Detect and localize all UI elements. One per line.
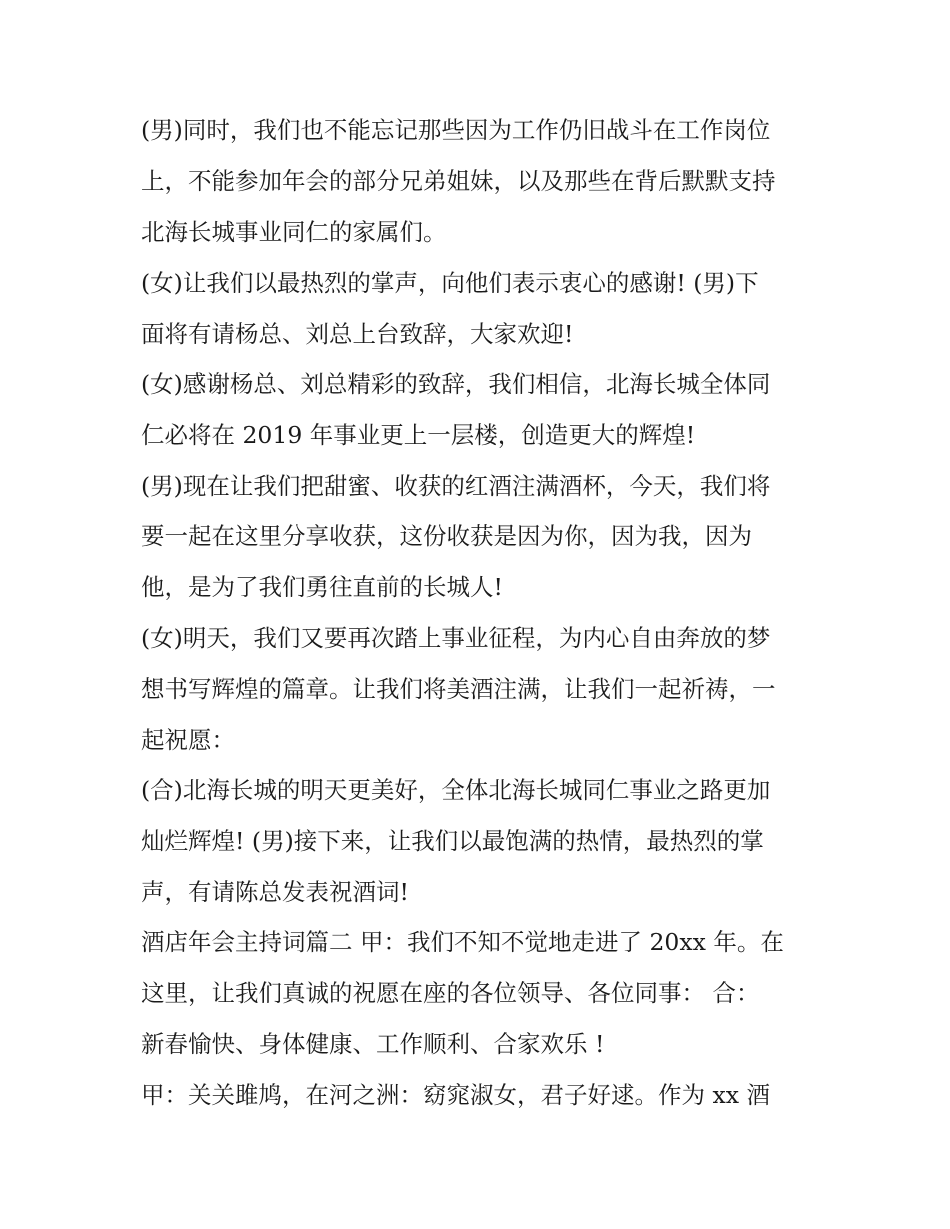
text-line: 想书写辉煌的篇章。让我们将美酒注满，让我们一起祈祷，一 — [141, 675, 776, 703]
text-line: 甲：关关雎鸠，在河之洲：窈窕淑女，君子好逑。作为 xx 酒 — [141, 1081, 770, 1109]
text-line: 上，不能参加年会的部分兄弟姐妹，以及那些在背后默默支持 — [141, 167, 776, 195]
text-line: 仁必将在 2019 年事业更上一层楼，创造更大的辉煌! — [141, 421, 696, 449]
text-line: 声，有请陈总发表祝酒词! — [141, 878, 409, 906]
text-line: (女)让我们以最热烈的掌声，向他们表示衷心的感谢! (男)下 — [141, 269, 759, 297]
text-line: 灿烂辉煌! (男)接下来，让我们以最饱满的热情，最热烈的掌 — [141, 827, 764, 855]
text-line: 他，是为了我们勇往直前的长城人! — [141, 573, 503, 601]
text-line: 面将有请杨总、刘总上台致辞，大家欢迎! — [141, 320, 574, 348]
text-line: 新春愉快、身体健康、工作顺利、合家欢乐 ! — [141, 1030, 605, 1058]
text-line: 酒店年会主持词篇二 甲：我们不知不觉地走进了 20xx 年。在 — [141, 928, 784, 956]
text-line: 要一起在这里分享收获，这份收获是因为你，因为我，因为 — [141, 522, 752, 550]
text-line: (女)明天，我们又要再次踏上事业征程，为内心自由奔放的梦 — [141, 624, 771, 652]
text-line: 这里，让我们真诚的祝愿在座的各位领导、各位同事： 合： — [141, 979, 760, 1007]
text-line: (女)感谢杨总、刘总精彩的致辞，我们相信，北海长城全体同 — [141, 370, 771, 398]
text-line: 北海长城事业同仁的家属们。 — [141, 218, 447, 246]
text-line: (男)同时，我们也不能忘记那些因为工作仍旧战斗在工作岗位 — [141, 116, 771, 144]
text-line: 起祝愿： — [141, 726, 235, 754]
text-line: (男)现在让我们把甜蜜、收获的红酒注满酒杯，今天，我们将 — [141, 472, 771, 500]
text-line: (合)北海长城的明天更美好，全体北海长城同仁事业之路更加 — [141, 776, 771, 804]
